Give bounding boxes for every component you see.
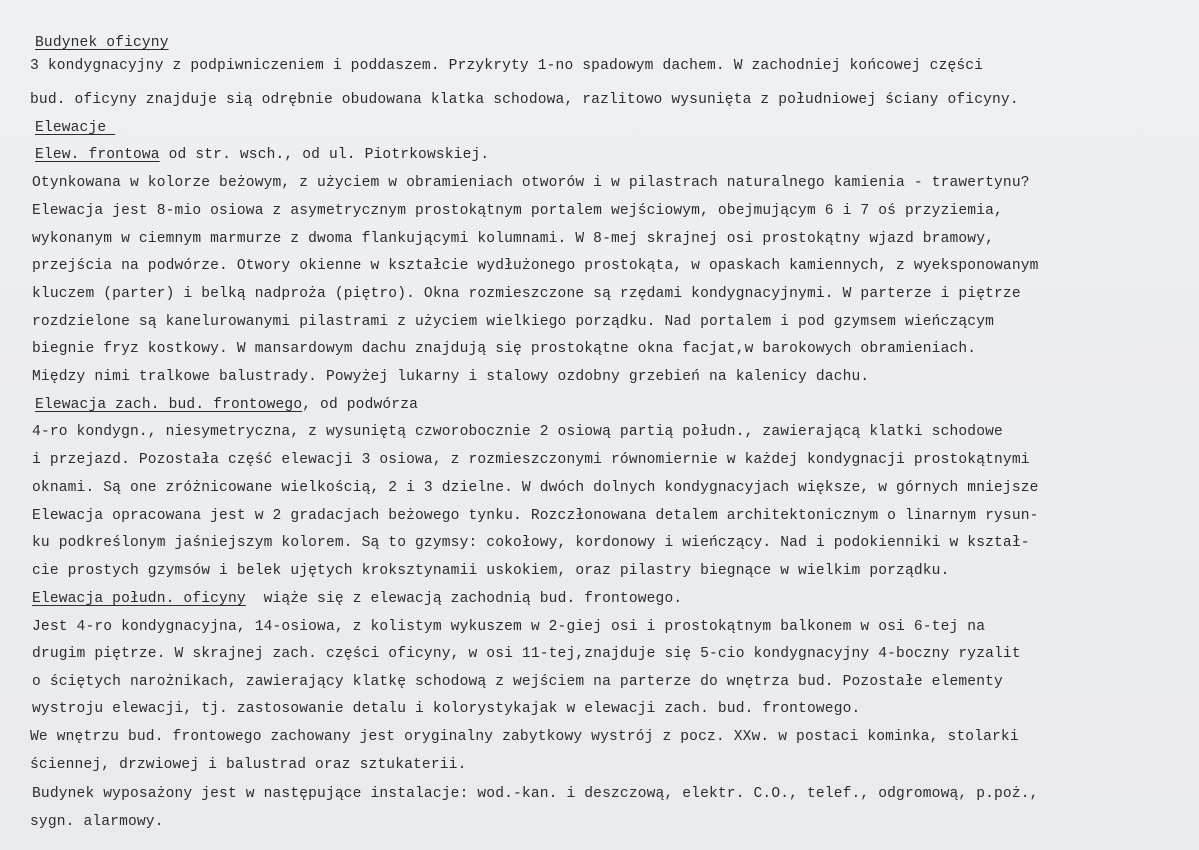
line-text: cie prostych gzymsów i belek ujętych kroksztynamii uskokiem, oraz pilastry biegnące w wielkim porządku.: [32, 563, 950, 579]
section-heading: Elewacja połudn. oficyny: [32, 591, 246, 607]
line-text: kluczem (parter) i belką nadproża (piętro). Okna rozmieszczone są rzędami kondygnacyjnymi. W parterze i piętrze: [32, 286, 1021, 302]
line-text: bud. oficyny znajduje sią odrębnie obudowana klatka schodowa, razlitowo wysunięta z południowej ściany oficyny.: [30, 92, 1019, 108]
text-line: [35, 396, 418, 414]
line-text: o ściętych narożnikach, zawierający klatkę schodową z wejściem na parterze do wnętrza bud. Pozostałe elementy: [32, 674, 1003, 690]
text-line: [32, 340, 976, 358]
section-heading: Elew. frontowa: [35, 147, 160, 163]
line-text: Elewacja opracowana jest w 2 gradacjach beżowego tynku. Rozczłonowana detalem architektonicznym o linarnym rysun-: [32, 508, 1039, 524]
text-line: [32, 618, 985, 636]
line-text: ściennej, drzwiowej i balustrad oraz sztukaterii.: [30, 757, 467, 773]
text-line: [32, 368, 869, 386]
line-text: wykonanym w ciemnym marmurze z dwoma flankującymi kolumnami. W 8-mej skrajnej osi prostokątny wjazd bramowy,: [32, 231, 995, 247]
line-text: ku podkreślonym jaśniejszym kolorem. Są to gzymsy: cokołowy, kordonowy i wieńczący. Nad i podokienniki w kształ-: [32, 535, 1030, 551]
text-line: [32, 700, 860, 718]
text-line: [32, 673, 1003, 691]
text-line: [32, 230, 994, 248]
text-line: [35, 34, 169, 52]
text-line: [35, 146, 489, 164]
text-line: [32, 479, 1039, 497]
text-line: [32, 645, 1021, 663]
line-text: Otynkowana w kolorze beżowym, z użyciem w obramieniach otworów i w pilastrach naturalnego kamienia - trawertynu?: [32, 175, 1030, 191]
text-line: [35, 119, 115, 137]
text-line: [32, 534, 1030, 552]
line-text: biegnie fryz kostkowy. W mansardowym dachu znajdują się prostokątne okna facjat,w barokowych obramieniach.: [32, 341, 977, 357]
text-line: [30, 91, 1019, 109]
text-line: [32, 423, 1003, 441]
line-text: We wnętrzu bud. frontowego zachowany jest oryginalny zabytkowy wystrój z pocz. XXw. w postaci kominka, stolarki: [30, 729, 1019, 745]
section-heading: Budynek oficyny: [35, 35, 169, 51]
line-text: Budynek wyposażony jest w następujące instalacje: wod.-kan. i deszczową, elektr. C.O., telef., odgromową, p.poż.,: [32, 786, 1039, 802]
line-text: Elewacja jest 8-mio osiowa z asymetrycznym prostokątnym portalem wejściowym, obejmującym 6 i 7 oś przyziemia,: [32, 203, 1003, 219]
text-line: [30, 728, 1019, 746]
line-text: oknami. Są one zróżnicowane wielkością, 2 i 3 dzielne. W dwóch dolnych kondygnacyjach większe, w górnych mniejsze: [32, 480, 1039, 496]
line-text: 3 kondygnacyjny z podpiwniczeniem i poddaszem. Przykryty 1-no spadowym dachem. W zachodniej końcowej części: [30, 58, 984, 74]
section-heading: Elewacja zach. bud. frontowego: [35, 397, 303, 413]
text-line: [32, 313, 994, 331]
text-line: [32, 174, 1030, 192]
text-line: [32, 202, 1003, 220]
line-text: , od podwórza: [302, 397, 419, 413]
text-line: [32, 257, 1039, 275]
line-text: Między nimi tralkowe balustrady. Powyżej lukarny i stalowy ozdobny grzebień na kalenicy dachu.: [32, 369, 870, 385]
text-line: [30, 813, 164, 831]
text-line: [32, 507, 1039, 525]
line-text: wiąże się z elewacją zachodnią bud. frontowego.: [245, 591, 683, 607]
line-text: sygn. alarmowy.: [30, 814, 164, 830]
line-text: wystroju elewacji, tj. zastosowanie detalu i kolorystykajak w elewacji zach. bud. frontowego.: [32, 701, 861, 717]
line-text: przejścia na podwórze. Otwory okienne w kształcie wydłużonego prostokąta, w opaskach kamiennych, z wyeksponowanym: [32, 258, 1039, 274]
text-line: [32, 285, 1021, 303]
line-text: rozdzielone są kanelurowanymi pilastrami z użyciem wielkiego porządku. Nad portalem i pod gzymsem wieńczącym: [32, 314, 995, 330]
text-line: [32, 451, 1030, 469]
text-line: [32, 590, 682, 608]
section-heading: Elewacje: [35, 120, 116, 136]
text-line: [30, 57, 983, 75]
line-text: i przejazd. Pozostała część elewacji 3 osiowa, z rozmieszczonymi równomiernie w każdej kondygnacji prostokątnymi: [32, 452, 1030, 468]
line-text: drugim piętrze. W skrajnej zach. części oficyny, w osi 11-tej,znajduje się 5-cio kondygnacyjny 4-boczny ryzalit: [32, 646, 1021, 662]
line-text: Jest 4-ro kondygnacyjna, 14-osiowa, z kolistym wykuszem w 2-giej osi i prostokątnym balkonem w osi 6-tej na: [32, 619, 986, 635]
line-text: 4-ro kondygn., niesymetryczna, z wysuniętą czworobocznie 2 osiową partią połudn., zawierającą klatki schodowe: [32, 424, 1003, 440]
line-text: od str. wsch., od ul. Piotrkowskiej.: [159, 147, 490, 163]
text-line: [30, 756, 466, 774]
text-line: [32, 562, 950, 580]
text-line: [32, 785, 1039, 803]
